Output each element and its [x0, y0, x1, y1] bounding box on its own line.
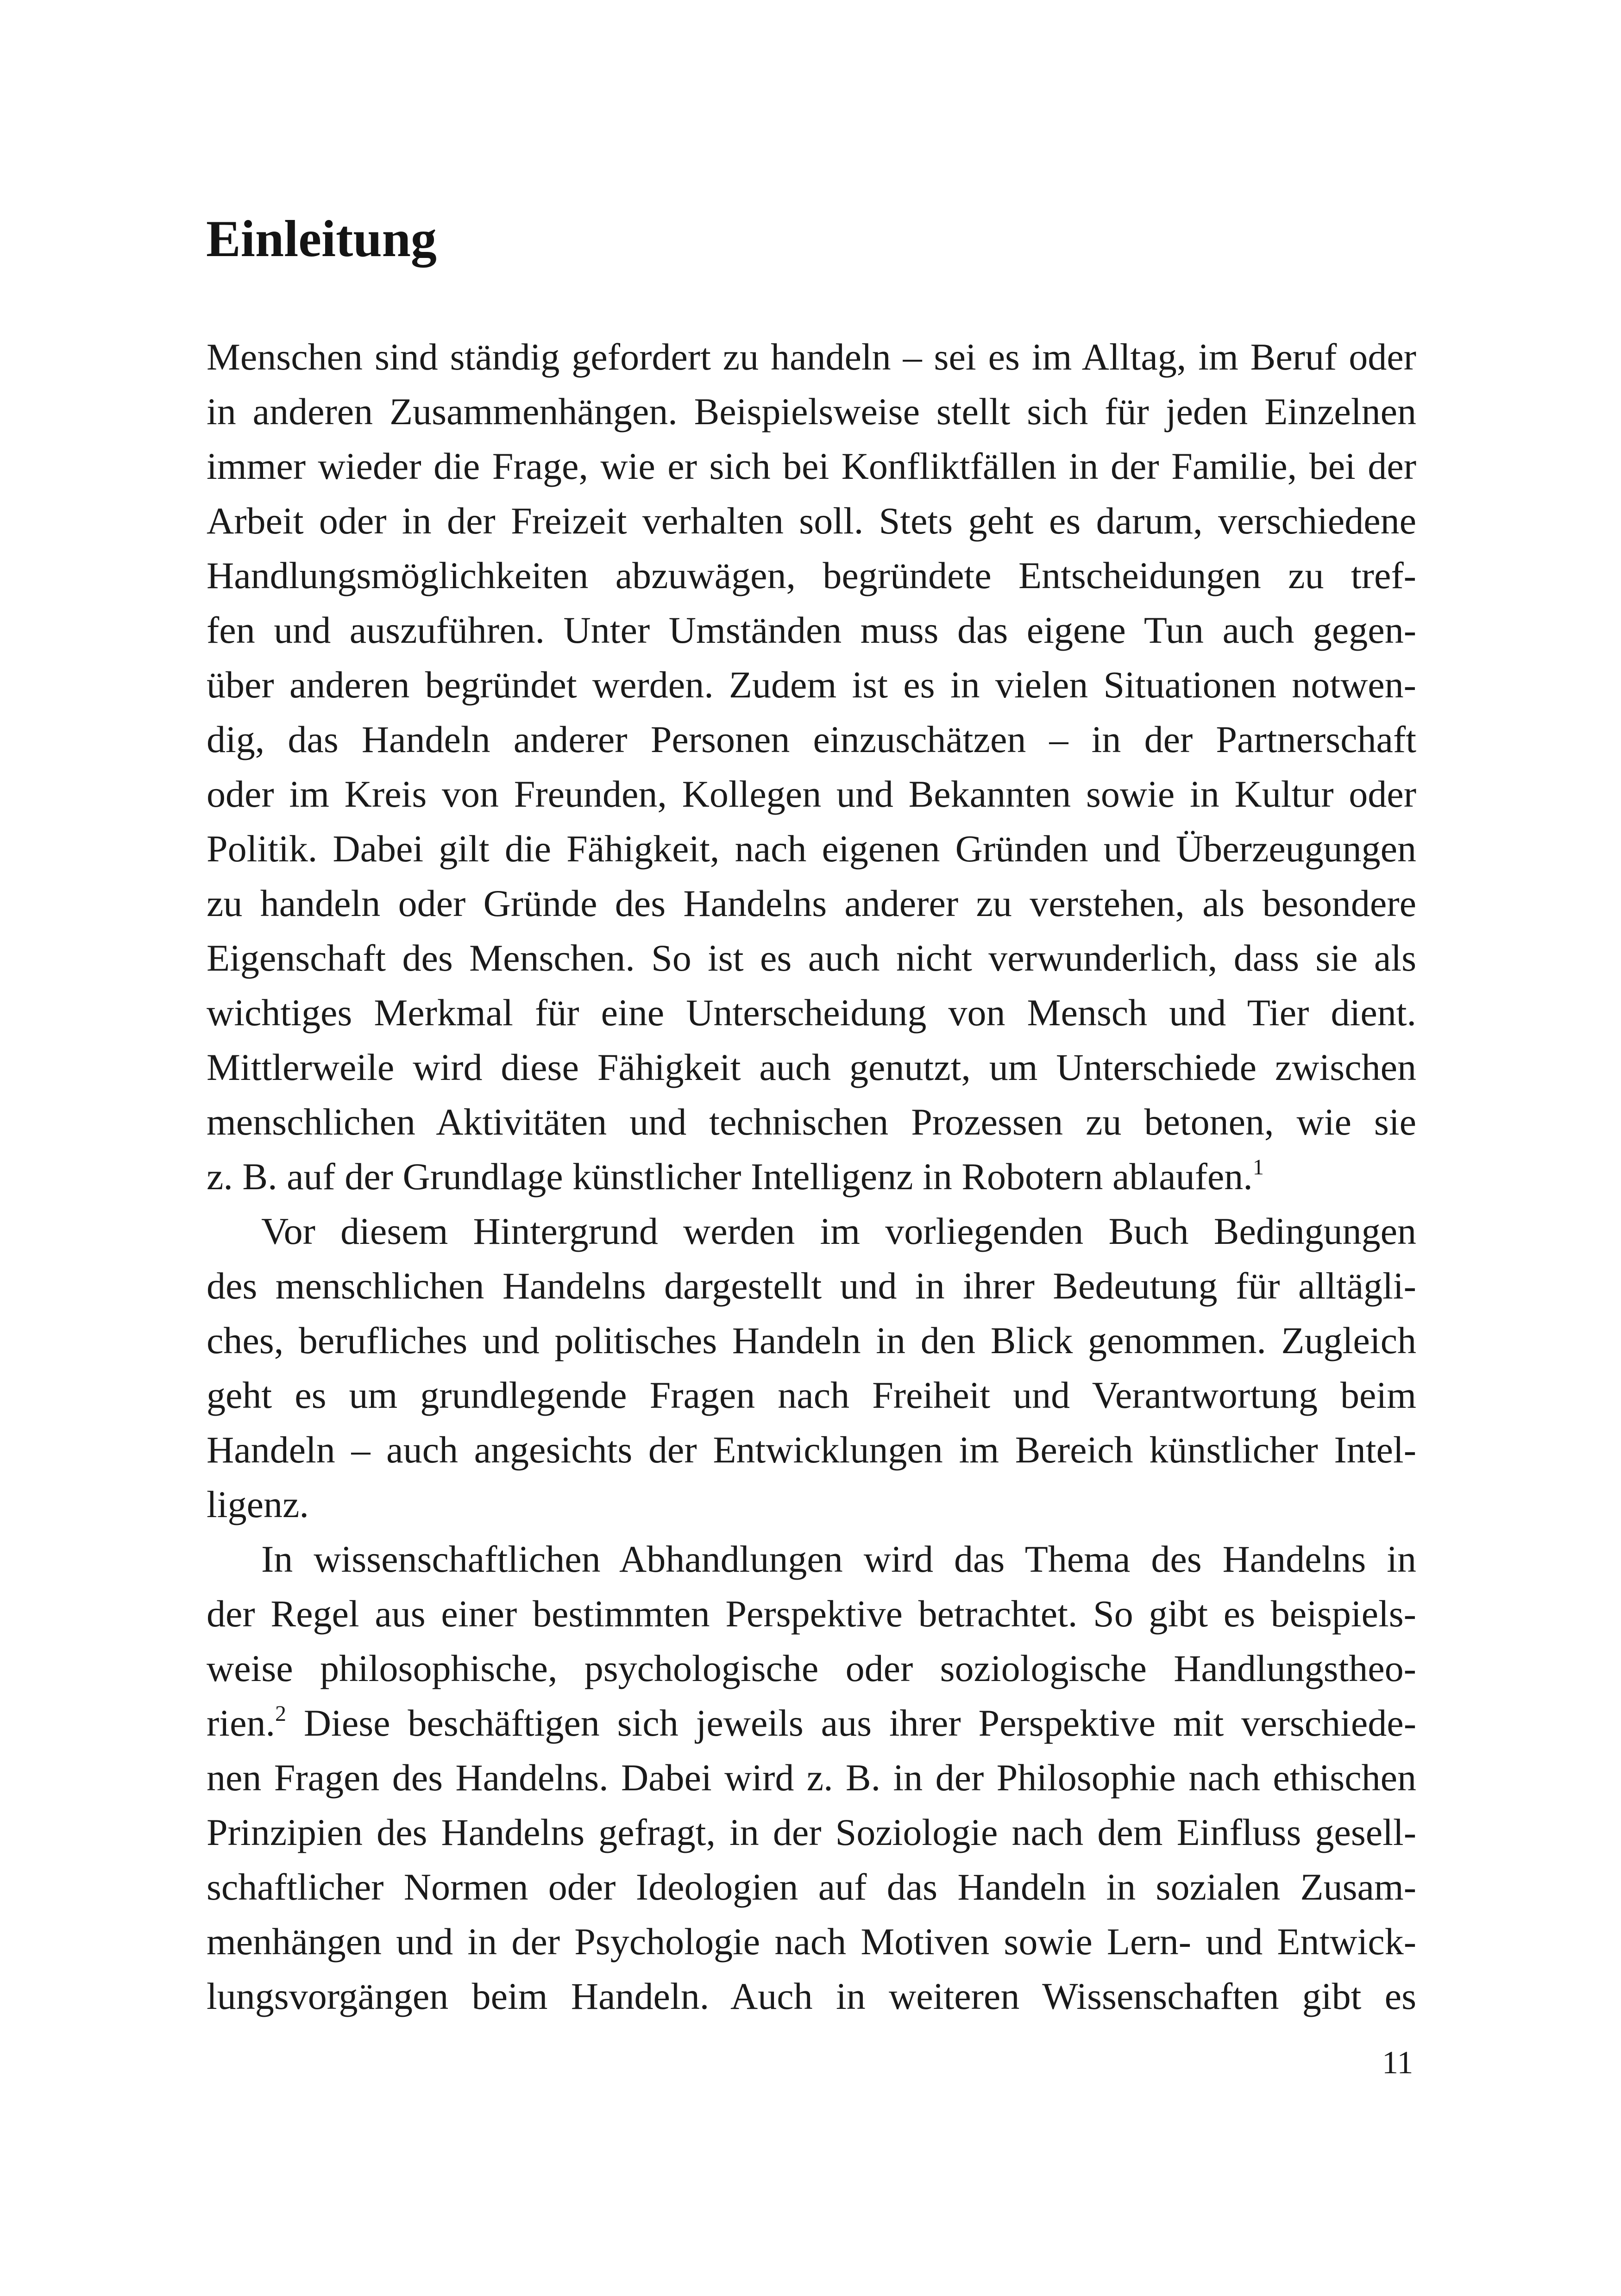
text-line: des menschlichen Handelns dargestellt und in ihrer Bedeutung für alltägli-	[207, 1265, 1416, 1307]
text-line-with-footnote	[207, 1149, 1416, 1204]
text-line: oder im Kreis von Freunden, Kollegen und Bekannten sowie in Kultur oder	[207, 773, 1416, 815]
text-line: Vor diesem Hintergrund werden im vorliegenden Buch Bedingungen	[261, 1210, 1416, 1252]
text-line: fen und auszuführen. Unter Umständen muss das eigene Tun auch gegen-	[207, 609, 1416, 651]
text-line: weise philosophische, psychologische oder soziologische Handlungstheo-	[207, 1647, 1416, 1689]
text-line-content: z. B. auf der Grundlage künstlicher Intelligenz in Robotern ablaufen.	[207, 1155, 1253, 1198]
text-line: in anderen Zusammenhängen. Beispielsweise stellt sich für jeden Einzelnen	[207, 390, 1416, 433]
text-line: Eigenschaft des Menschen. So ist es auch nicht verwunderlich, dass sie als	[207, 937, 1416, 979]
text-line: immer wieder die Frage, wie er sich bei Konfliktfällen in der Familie, bei der	[207, 445, 1416, 487]
chapter-title: Einleitung	[206, 210, 437, 268]
text-line: menhängen und in der Psychologie nach Motiven sowie Lern- und Entwick-	[207, 1920, 1416, 1963]
text-line: dig, das Handeln anderer Personen einzuschätzen – in der Partnerschaft	[207, 718, 1416, 760]
text-line: In wissenschaftlichen Abhandlungen wird das Thema des Handelns in	[261, 1538, 1416, 1580]
text-line: ches, berufliches und politisches Handeln in den Blick genommen. Zugleich	[207, 1319, 1416, 1361]
text-line: zu handeln oder Gründe des Handelns anderer zu verstehen, als besondere	[207, 882, 1416, 924]
text-line: der Regel aus einer bestimmten Perspektive betrachtet. So gibt es beispiels-	[207, 1593, 1416, 1635]
text-line: Arbeit oder in der Freizeit verhalten soll. Stets geht es darum, verschiedene	[207, 500, 1416, 542]
text-line: Politik. Dabei gilt die Fähigkeit, nach eigenen Gründen und Überzeugungen	[207, 828, 1416, 870]
text-line: Handeln – auch angesichts der Entwicklungen im Bereich künstlicher Intel-	[207, 1429, 1416, 1471]
text-line: schaftlicher Normen oder Ideologien auf das Handeln in sozialen Zusam-	[207, 1866, 1416, 1908]
page-number: 11	[1382, 2045, 1414, 2081]
text-line: ligenz.	[207, 1483, 309, 1525]
text-line: nen Fragen des Handelns. Dabei wird z. B. in der Philosophie nach ethischen	[207, 1757, 1416, 1799]
text-line: lungsvorgängen beim Handeln. Auch in weiteren Wissenschaften gibt es	[207, 1975, 1416, 2017]
text-line: menschlichen Aktivitäten und technischen Prozessen zu betonen, wie sie	[207, 1101, 1416, 1143]
text-line-content: Diese beschäftigen sich jeweils aus ihrer Perspektive mit verschiede-	[286, 1702, 1416, 1744]
footnote-ref: 1	[1252, 1155, 1264, 1179]
text-line-with-footnote	[207, 1696, 1416, 1750]
text-line: wichtiges Merkmal für eine Unterscheidung von Mensch und Tier dient.	[207, 991, 1416, 1034]
body-text	[207, 330, 1416, 2024]
text-line-content: rien.	[207, 1702, 275, 1744]
text-line: Handlungsmöglichkeiten abzuwägen, begründete Entscheidungen zu tref-	[207, 554, 1416, 596]
text-line: geht es um grundlegende Fragen nach Freiheit und Verantwortung beim	[207, 1374, 1416, 1416]
text-line: Menschen sind ständig gefordert zu handeln – sei es im Alltag, im Beruf oder	[207, 336, 1416, 378]
text-line: Prinzipien des Handelns gefragt, in der Soziologie nach dem Einfluss gesell-	[207, 1811, 1416, 1853]
text-line: Mittlerweile wird diese Fähigkeit auch genutzt, um Unterschiede zwischen	[207, 1046, 1416, 1088]
text-line: über anderen begründet werden. Zudem ist es in vielen Situationen notwen-	[207, 664, 1416, 706]
footnote-ref: 2	[275, 1701, 286, 1726]
